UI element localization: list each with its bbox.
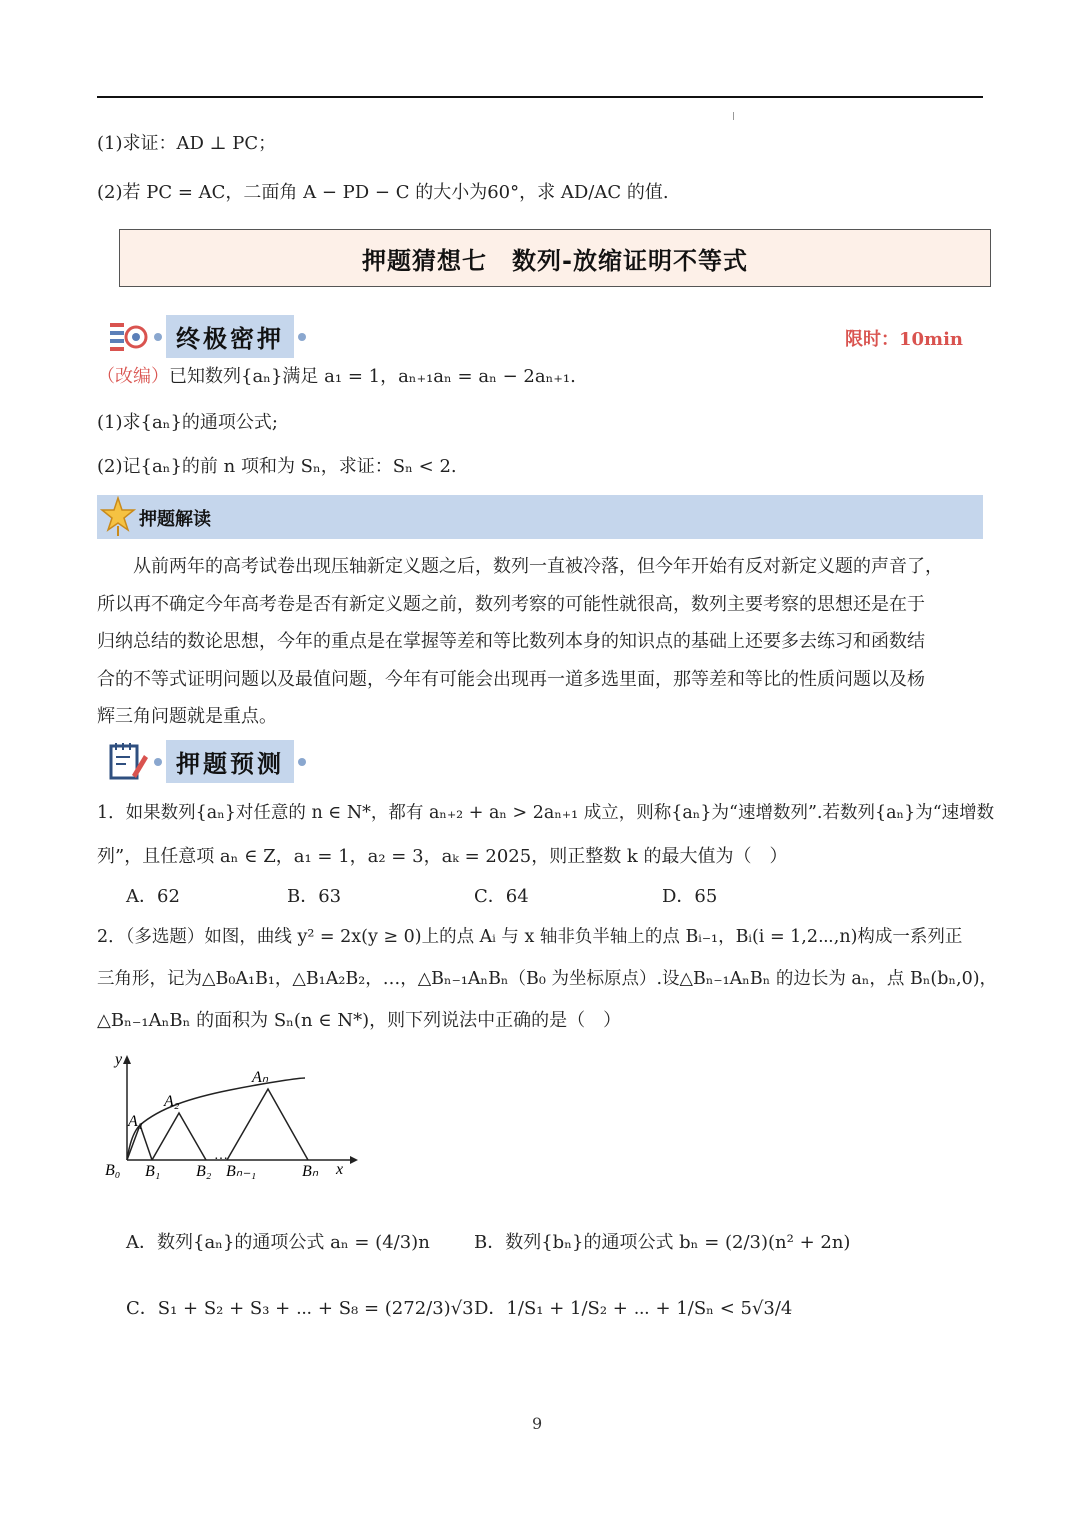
- analysis-line: 从前两年的高考试卷出现压轴新定义题之后，数列一直被冷落，但今年开始有反对新定义题的声音了，: [133, 556, 943, 577]
- star-icon: [100, 496, 136, 538]
- header-rule: [97, 96, 983, 98]
- target-icon: [108, 317, 150, 357]
- page-number: 9: [532, 1414, 543, 1433]
- analysis-line: 辉三角问题就是重点。: [97, 706, 277, 727]
- q1-option-b: B．63: [287, 886, 342, 907]
- prev-part1: (1)求证：AD ⊥ PC；: [97, 133, 277, 154]
- triangle-2: [152, 1113, 206, 1160]
- q2-line3: △Bₙ₋₁AₙBₙ 的面积为 Sₙ(n ∈ N*)，则下列说法中正确的是（ ）: [97, 1010, 622, 1031]
- q1-option-d: D．65: [662, 886, 718, 907]
- fig-label-a1: A₁: [128, 1113, 144, 1130]
- heading-dot-right: [298, 333, 306, 341]
- problem-stem-line: [97, 366, 576, 388]
- fig-label-b1: B₁: [145, 1163, 161, 1180]
- fig-label-b2: B₂: [196, 1163, 212, 1180]
- prev-part2: (2)若 PC = AC，二面角 A − PD − C 的大小为60°，求 AD/AC 的值.: [97, 182, 669, 203]
- adapted-tag: （改编）: [97, 366, 169, 387]
- q1-option-a: A．62: [126, 886, 180, 907]
- q2-line1: 2．（多选题）如图，曲线 y² = 2x(y ≥ 0)上的点 Aᵢ 与 x 轴非负半轴上的点 Bᵢ₋₁，Bᵢ(i = 1,2⋯,n)构成一系列正: [97, 927, 963, 947]
- analysis-text: [97, 548, 983, 736]
- section-forecast-heading: [108, 740, 310, 783]
- y-axis-arrow: [123, 1055, 131, 1064]
- q2-option-a: A．数列{aₙ}的通项公式 aₙ = (4/3)n: [126, 1232, 430, 1253]
- analysis-line: 所以再不确定今年高考卷是否有新定义题之前，数列考察的可能性就很高，数列主要考察的思想还是在于: [97, 593, 925, 615]
- fig-label-y: y: [115, 1051, 123, 1068]
- heading-dot-right: [298, 758, 306, 766]
- section-final-heading: [108, 315, 310, 358]
- analysis-label: 押题解读: [139, 509, 211, 530]
- analysis-line: 归纳总结的数论思想，今年的重点是在掌握等差和等比数列本身的知识点的基础上还要多去练习和函数结: [97, 631, 925, 652]
- section-final-title: 终极密押: [166, 315, 294, 358]
- q1-line1: 1．如果数列{aₙ}对任意的 n ∈ N*，都有 aₙ₊₂ + aₙ > 2aₙ₊₁ 成立，则称{aₙ}为“速增数列”.若数列{aₙ}为“速增数: [97, 803, 995, 823]
- chapter-banner: [119, 229, 991, 287]
- q1-option-c: C．64: [474, 886, 529, 907]
- q2-option-b: B．数列{bₙ}的通项公式 bₙ = (2/3)(n² + 2n): [474, 1232, 851, 1253]
- curve-triangles-figure: [100, 1050, 360, 1190]
- fig-label-bn: Bₙ: [302, 1163, 319, 1180]
- q2-line2: 三角形，记为△B₀A₁B₁，△B₁A₂B₂，…，△Bₙ₋₁AₙBₙ（B₀ 为坐标原点）.设△Bₙ₋₁AₙBₙ 的边长为 aₙ，点 Bₙ(bₙ,0)，: [97, 969, 998, 989]
- fig-label-dots: …: [214, 1148, 228, 1163]
- problem-part2: (2)记{aₙ}的前 n 项和为 Sₙ，求证：Sₙ < 2.: [97, 456, 457, 477]
- analysis-bar: [97, 495, 983, 539]
- fig-label-an: Aₙ: [252, 1069, 269, 1086]
- heading-dot-left: [154, 333, 162, 341]
- notebook-pencil-icon: [108, 741, 150, 783]
- fig-label-bn1: Bₙ₋₁: [226, 1163, 257, 1180]
- q2-option-c: C．S₁ + S₂ + S₃ + ⋯ + S₈ = (272/3)√3: [126, 1298, 474, 1319]
- header-tick: [733, 112, 734, 120]
- x-axis-arrow: [350, 1156, 358, 1164]
- banner-title: 押题猜想七 数列-放缩证明不等式: [362, 246, 748, 275]
- fig-label-b0: B₀: [105, 1162, 121, 1179]
- fig-label-a2: A₂: [164, 1093, 180, 1110]
- section-forecast-title: 押题预测: [166, 740, 294, 783]
- fig-label-x: x: [336, 1161, 344, 1178]
- triangle-n: [227, 1089, 308, 1160]
- analysis-line: 合的不等式证明问题以及最值问题，今年有可能会出现再一道多选里面，那等差和等比的性质问题以及杨: [97, 668, 925, 690]
- problem-stem: 已知数列{aₙ}满足 a₁ = 1，aₙ₊₁aₙ = aₙ − 2aₙ₊₁.: [169, 366, 576, 387]
- heading-dot-left: [154, 758, 162, 766]
- q2-option-d: D．1/S₁ + 1/S₂ + ⋯ + 1/Sₙ < 5√3/4: [474, 1298, 793, 1319]
- time-limit: 限时：10min: [845, 329, 964, 350]
- problem-part1: (1)求{aₙ}的通项公式;: [97, 412, 278, 433]
- q1-line2: 列”，且任意项 aₙ ∈ Z，a₁ = 1，a₂ = 3，aₖ = 2025，则正整数 k 的最大值为（ ）: [97, 846, 788, 867]
